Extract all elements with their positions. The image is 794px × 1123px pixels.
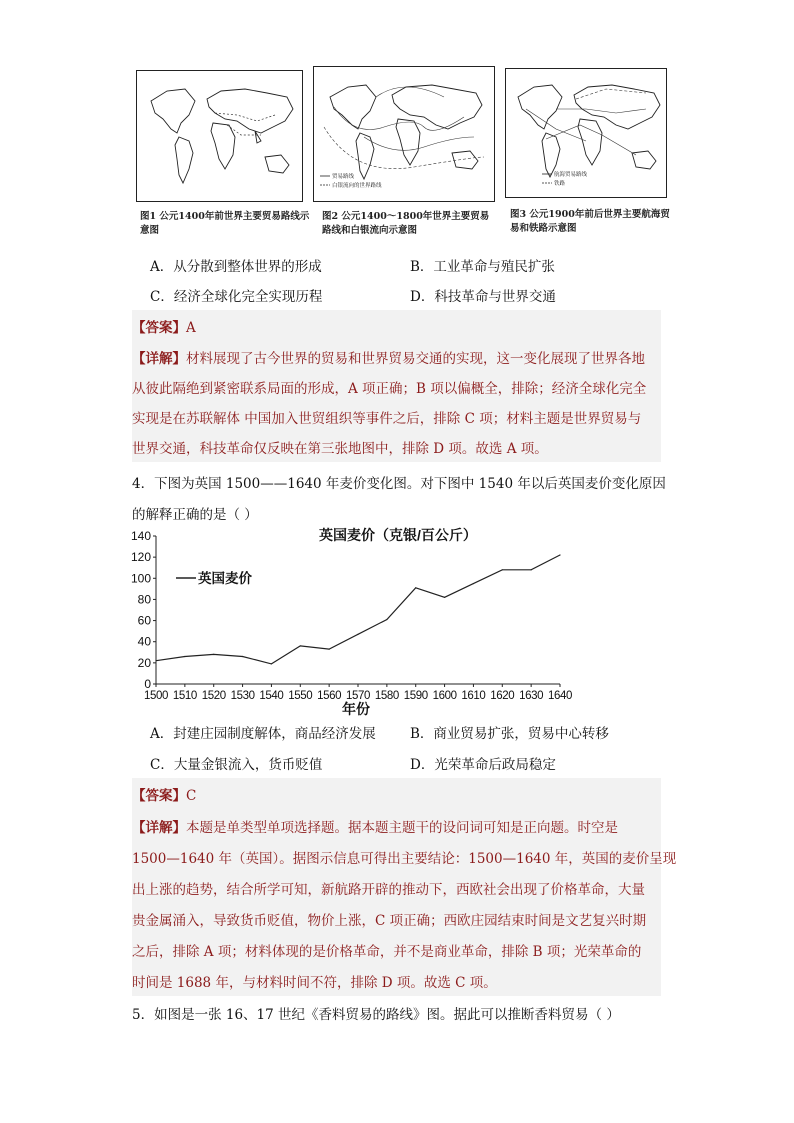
x-axis-label: 年份 (342, 701, 370, 717)
q4-detail-line-4: 贵金属涌入，导致货币贬值，物价上涨，C 项正确；西欧庄园结束时间是文艺复兴时期 (132, 913, 647, 929)
map-caption-2: 图2 公元1400～1800年世界主要贸易路线和白银流向示意图 (322, 211, 490, 236)
q4-detail-line-6: 时间是 1688 年，与材料时间不符，排除 D 项。故选 C 项。 (132, 975, 497, 991)
q4-option-c: C．大量金银流入，货币贬值 (150, 757, 323, 773)
map3-legend-2: 铁路 (554, 181, 566, 187)
data-point (300, 645, 301, 646)
map-1400-1800 (313, 66, 495, 202)
data-point (213, 654, 214, 655)
world-map-1-graphic (137, 71, 302, 201)
q3-detail-tag: 【详解】 (132, 351, 186, 367)
y-tick-label: 60 (137, 613, 151, 628)
q3-answer-letter: A (186, 320, 196, 336)
q4-stem-line-1: 4．下图为英国 1500——1640 年麦价变化图。对下图中 1540 年以后英国麦价变化原因 (132, 476, 666, 492)
chart-title: 英国麦价（克银/百公斤） (319, 527, 477, 543)
x-tick-label: 1550 (288, 690, 313, 702)
map2-legend-1: 贸易路线 (332, 174, 355, 180)
map-1900 (505, 68, 667, 198)
x-tick-label: 1570 (346, 690, 370, 702)
y-tick-label: 80 (137, 592, 151, 607)
x-tick-label: 1520 (201, 690, 226, 702)
y-tick-label: 100 (130, 571, 151, 586)
q4-stem-line-2: 的解释正确的是（ ） (132, 507, 258, 523)
map3-legend-1: 航海贸易路线 (554, 172, 588, 178)
data-point (155, 660, 156, 661)
y-tick-label: 0 (144, 677, 151, 691)
q3-detail-line-4: 世界交通，科技革命仅反映在第三张地图中，排除 D 项。故选 A 项。 (132, 441, 548, 457)
q4-answer-letter: C (186, 788, 197, 804)
q3-detail-line-1 (132, 347, 645, 367)
x-tick-label: 1600 (432, 690, 457, 702)
q3-option-d: D．科技革命与世界交通 (410, 289, 556, 305)
q4-answer (132, 784, 196, 804)
data-point (473, 583, 474, 584)
wheat-price-chart (128, 524, 578, 720)
x-tick-label: 1620 (490, 690, 515, 702)
data-point (502, 569, 503, 570)
x-tick-label: 1530 (230, 690, 255, 702)
q4-option-d: D．光荣革命后政局稳定 (410, 757, 556, 773)
data-point (184, 656, 185, 657)
data-point (386, 619, 387, 620)
q3-detail-line-2: 从彼此隔绝到紧密联系局面的形成，A 项正确；B 项以偏概全，排除；经济全球化完全 (132, 381, 647, 397)
data-point (242, 656, 243, 657)
q4-option-a: A．封建庄园制度解体，商品经济发展 (150, 726, 376, 742)
q3-detail-line-3: 实现是在苏联解体 中国加入世贸组织等事件之后，排除 C 项；材料主题是世界贸易与 (132, 411, 642, 427)
q5-stem: 5．如图是一张 16、17 世纪《香料贸易的路线》图。据此可以推断香料贸易（ ） (132, 1007, 620, 1023)
x-tick-label: 1640 (548, 690, 572, 702)
q4-detail-line-3: 出上涨的趋势，结合所学可知，新航路开辟的推动下，西欧社会出现了价格革命，大量 (132, 882, 645, 898)
data-point (271, 663, 272, 664)
x-tick-label: 1590 (403, 690, 428, 702)
q4-detail-tag: 【详解】 (132, 820, 186, 836)
data-point (329, 649, 330, 650)
y-tick-label: 40 (137, 634, 151, 649)
world-map-3-graphic (506, 69, 666, 197)
y-tick-label: 120 (130, 550, 151, 565)
world-map-2-graphic (314, 67, 494, 201)
x-tick-label: 1630 (519, 690, 544, 702)
y-tick-label: 140 (130, 529, 151, 543)
x-tick-label: 1510 (172, 690, 197, 702)
q4-option-b: B．商业贸易扩张，贸易中心转移 (410, 726, 609, 742)
q4-detail-line-1 (132, 816, 618, 836)
legend-label: 英国麦价 (198, 571, 252, 586)
x-tick-label: 1580 (374, 690, 399, 702)
y-tick-label: 20 (137, 655, 151, 670)
map2-legend-2: 白银流向的世界路线 (332, 183, 382, 189)
data-point (444, 597, 445, 598)
data-point (415, 587, 416, 588)
x-tick-label: 1540 (259, 690, 284, 702)
q3-option-c: C．经济全球化完全实现历程 (150, 289, 323, 305)
map-caption-3: 图3 公元1900年前后世界主要航海贸易和铁路示意图 (510, 209, 670, 234)
x-tick-label: 1610 (461, 690, 486, 702)
q4-detail-line-5: 之后，排除 A 项；材料体现的是价格革命，并不是商业革命，排除 B 项；光荣革命的 (132, 944, 642, 960)
map-1400 (136, 70, 303, 202)
x-tick-label: 1500 (144, 690, 168, 702)
q3-option-b: B．工业革命与殖民扩张 (410, 259, 555, 275)
q3-answer (132, 316, 196, 336)
data-point (531, 569, 532, 570)
q3-option-a: A．从分散到整体世界的形成 (150, 259, 322, 275)
x-tick-label: 1560 (317, 690, 342, 702)
q4-detail-line-2: 1500—1640 年（英国）。据图示信息可得出主要结论：1500—1640 年，英国的麦价呈现 (132, 851, 677, 867)
data-point (559, 554, 560, 555)
q3-answer-tag: 【答案】 (132, 320, 186, 336)
data-point (357, 634, 358, 635)
q4-detail-text-1: 本题是单类型单项选择题。据本题主题干的设问词可知是正向题。时空是 (186, 820, 618, 836)
q4-answer-tag: 【答案】 (132, 788, 186, 804)
map-caption-1: 图1 公元1400年前世界主要贸易路线示意图 (140, 211, 310, 236)
q3-detail-text-1: 材料展现了古今世界的贸易和世界贸易交通的实现，这一变化展现了世界各地 (186, 351, 645, 367)
